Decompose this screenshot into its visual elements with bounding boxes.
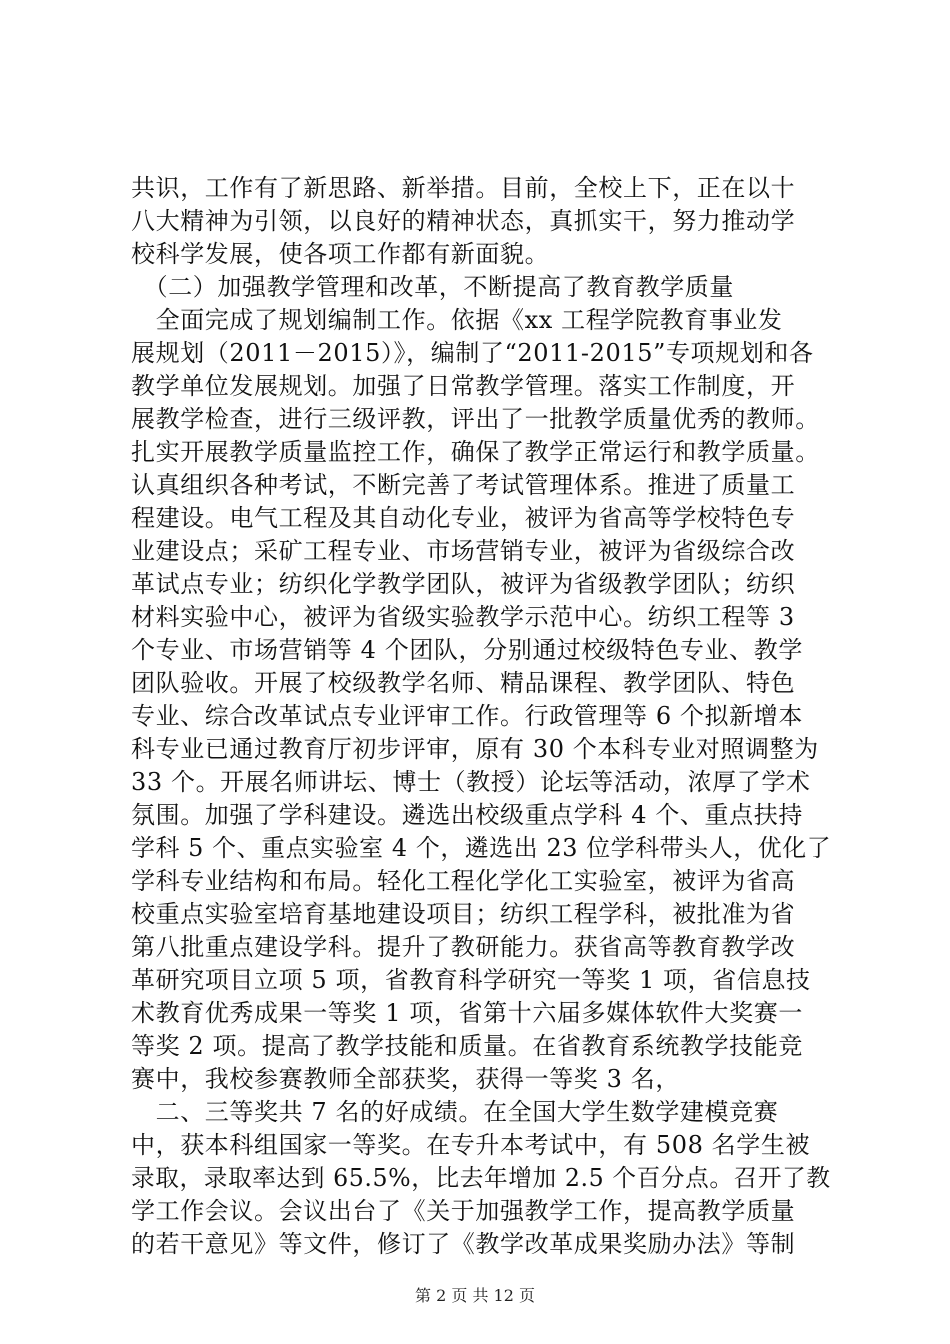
text-line: 业建设点；采矿工程专业、市场营销专业，被评为省级综合改 bbox=[131, 537, 796, 565]
text-line: 学科专业结构和布局。轻化工程化学化工实验室，被评为省高 bbox=[131, 867, 796, 895]
text-line: 材料实验中心，被评为省级实验教学示范中心。纺织工程等 3 bbox=[131, 603, 795, 631]
text-line: 专业、综合改革试点专业评审工作。行政管理等 6 个拟新增本 bbox=[131, 702, 803, 730]
text-line: 校科学发展，使各项工作都有新面貌。 bbox=[131, 240, 550, 268]
text-line: 展教学检查，进行三级评教，评出了一批教学质量优秀的教师。 bbox=[131, 405, 820, 433]
text-line: 教学单位发展规划。加强了日常教学管理。落实工作制度，开 bbox=[131, 372, 796, 400]
text-line: 八大精神为引领，以良好的精神状态，真抓实干，努力推动学 bbox=[131, 207, 796, 235]
text-line: 中，获本科组国家一等奖。在专升本考试中，有 508 名学生被 bbox=[131, 1131, 811, 1159]
text-line: 赛中，我校参赛教师全部获奖，获得一等奖 3 名， bbox=[131, 1065, 680, 1093]
text-line: 等奖 2 项。提高了教学技能和质量。在省教育系统教学技能竞 bbox=[131, 1032, 803, 1060]
text-line: 认真组织各种考试，不断完善了考试管理体系。推进了质量工 bbox=[131, 471, 796, 499]
text-line: 共识，工作有了新思路、新举措。目前，全校上下，正在以十 bbox=[131, 174, 796, 202]
section-heading: （二）加强教学管理和改革，不断提高了教育教学质量 bbox=[131, 273, 734, 301]
text-line: 的若干意见》等文件，修订了《教学改革成果奖励办法》等制 bbox=[131, 1230, 796, 1258]
text-line: 学工作会议。会议出台了《关于加强教学工作，提高教学质量 bbox=[131, 1197, 796, 1225]
text-line: 二、三等奖共 7 名的好成绩。在全国大学生数学建模竞赛 bbox=[131, 1098, 779, 1126]
text-line: 个专业、市场营销等 4 个团队，分别通过校级特色专业、教学 bbox=[131, 636, 803, 664]
page-number-footer: 第 2 页 共 12 页 bbox=[415, 1286, 535, 1305]
text-line: 校重点实验室培育基地建设项目；纺织工程学科，被批准为省 bbox=[131, 900, 796, 928]
text-line: 录取，录取率达到 65.5%，比去年增加 2.5 个百分点。召开了教 bbox=[131, 1164, 831, 1192]
text-line: 科专业已通过教育厅初步评审，原有 30 个本科专业对照调整为 bbox=[131, 735, 819, 763]
text-line: 程建设。电气工程及其自动化专业，被评为省高等学校特色专 bbox=[131, 504, 796, 532]
text-line: 术教育优秀成果一等奖 1 项，省第十六届多媒体软件大奖赛一 bbox=[131, 999, 803, 1027]
text-line: 33 个。开展名师讲坛、博士（教授）论坛等活动，浓厚了学术 bbox=[131, 768, 811, 796]
text-line: 团队验收。开展了校级教学名师、精品课程、教学团队、特色 bbox=[131, 669, 796, 697]
text-line: 展规划（2011－2015）》，编制了“2011-2015”专项规划和各 bbox=[131, 339, 814, 367]
text-line: 第八批重点建设学科。提升了教研能力。获省高等教育教学改 bbox=[131, 933, 796, 961]
text-line: 革研究项目立项 5 项，省教育科学研究一等奖 1 项，省信息技 bbox=[131, 966, 811, 994]
text-line: 扎实开展教学质量监控工作，确保了教学正常运行和教学质量。 bbox=[131, 438, 820, 466]
text-line: 革试点专业；纺织化学教学团队，被评为省级教学团队；纺织 bbox=[131, 570, 796, 598]
text-line: 氛围。加强了学科建设。遴选出校级重点学科 4 个、重点扶持 bbox=[131, 801, 803, 829]
text-line: 全面完成了规划编制工作。依据《xx 工程学院教育事业发 bbox=[131, 306, 783, 334]
text-line: 学科 5 个、重点实验室 4 个，遴选出 23 位学科带头人，优化了 bbox=[131, 834, 832, 862]
